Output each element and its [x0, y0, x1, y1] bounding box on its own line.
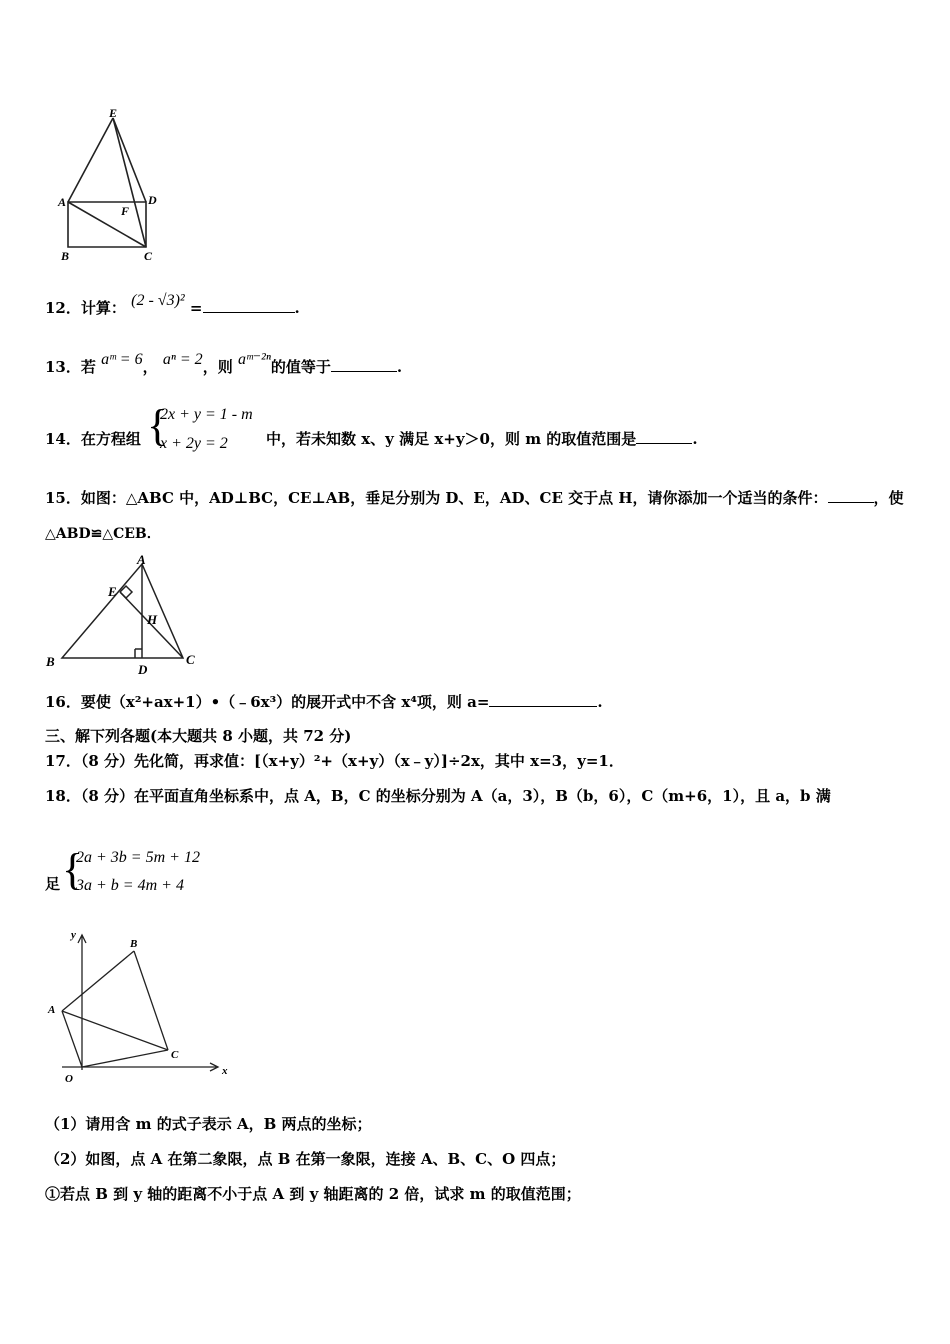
q18-equation-1: 2a + 3b = 5m + 12: [76, 849, 200, 866]
q13-expr-an: aⁿ = 2: [162, 351, 203, 368]
q15-line1-end: ，使: [873, 489, 904, 507]
q12-end: .: [294, 299, 300, 317]
label-F: F: [121, 204, 130, 218]
q13-prefix: 若: [80, 358, 96, 376]
question-14: [45, 429, 141, 449]
q13-number: 13．: [45, 358, 81, 376]
q17-number: 17．: [45, 752, 81, 770]
label-E2: E: [108, 584, 117, 599]
q14-equation-1: 2x + y = 1 - m: [160, 406, 253, 423]
q13-sep1: ，: [142, 358, 158, 376]
q16-answer-blank[interactable]: [489, 692, 597, 707]
q12-expression: (2 - √3)²: [131, 292, 185, 309]
question-18: [45, 786, 831, 806]
label-B3: B: [130, 938, 138, 950]
q12-answer-blank[interactable]: [203, 298, 295, 313]
question-15: [45, 488, 904, 508]
q14-answer-blank[interactable]: [636, 429, 692, 444]
q12-prefix: 计算：: [80, 299, 126, 317]
question-17: [45, 751, 624, 771]
q14-equation-2: x + 2y = 2: [160, 435, 228, 452]
q18-text: （8 分）在平面直角坐标系中，点 A，B，C 的坐标分别为 A（a，3），B（b，6），C（m+6，1），且 a，b 满: [80, 787, 831, 805]
q18-sub3: ①若点 B 到 y 轴的距离不小于点 A 到 y 轴距离的 2 倍，试求 m 的取值范围；: [45, 1185, 581, 1203]
label-y: y: [71, 929, 76, 941]
figure-rectangle-triangle: [50, 100, 170, 270]
label-A3: A: [48, 1004, 56, 1016]
q18-brace: {: [62, 845, 84, 894]
q14-end: .: [692, 430, 698, 448]
figure-triangle-altitudes: [40, 552, 210, 680]
q13-expr-am: aᵐ = 6: [101, 351, 143, 368]
q14-number: 14．: [45, 430, 81, 448]
q15-line1: 如图：△ABC 中，AD⊥BC，CE⊥AB，垂足分别为 D、E，AD、CE 交于点 H，请你添加一个适当的条件：: [80, 489, 828, 507]
label-B: B: [61, 249, 70, 263]
label-H2: H: [147, 612, 158, 627]
q13-answer-blank[interactable]: [331, 357, 397, 372]
label-A2: A: [137, 552, 146, 567]
q14-condition: [266, 429, 698, 449]
q14-prefix: 在方程组: [80, 430, 141, 448]
question-13: [45, 351, 403, 378]
question-12: [45, 292, 300, 319]
q14-suffix: 中，若未知数 x、y 满足 x+y＞0，则 m 的取值范围是: [266, 430, 637, 448]
q17-text: （8 分）先化简，再求值：[（x+y）²+（x+y）（x﹣y）]÷2x，其中 x=3，y=1．: [80, 752, 624, 770]
section-3-title: 三、解下列各题(本大题共 8 小题，共 72 分): [45, 727, 352, 745]
q14-brace: {: [147, 401, 169, 450]
label-B2: B: [46, 654, 55, 669]
label-C2: C: [186, 652, 195, 667]
q18-prefix2: 足: [45, 875, 61, 893]
label-D: D: [148, 193, 157, 207]
label-C: C: [144, 249, 153, 263]
q15-line2: △ABD≌△CEB．: [45, 526, 161, 542]
label-x: x: [222, 1065, 228, 1077]
question-16: [45, 692, 603, 712]
q12-number: 12．: [45, 299, 81, 317]
q15-number: 15．: [45, 489, 81, 507]
q18-sub2: （2）如图，点 A 在第二象限，点 B 在第一象限，连接 A、B、C、O 四点；: [45, 1150, 566, 1168]
label-E: E: [109, 106, 118, 120]
label-C3: C: [171, 1049, 179, 1061]
label-O3: O: [65, 1073, 73, 1085]
label-D2: D: [138, 662, 148, 677]
q18-equation-2: 3a + b = 4m + 4: [76, 877, 184, 894]
label-A: A: [58, 195, 67, 209]
q16-end: .: [597, 693, 603, 711]
q15-answer-blank[interactable]: [828, 488, 874, 503]
q16-number: 16．: [45, 693, 81, 711]
q13-suffix: 的值等于: [270, 358, 331, 376]
q13-end: .: [396, 358, 403, 376]
q18-number: 18．: [45, 787, 81, 805]
q13-expr-target: aᵐ⁻²ⁿ: [237, 351, 271, 368]
figure-coordinate-plane: [40, 925, 240, 1090]
q16-text: 要使（x²+ax+1）•（﹣6x³）的展开式中不含 x⁴项，则 a=: [80, 693, 490, 711]
q13-sep2: ，则: [202, 358, 233, 376]
q12-equals: =: [189, 299, 203, 317]
q18-sub1: （1）请用含 m 的式子表示 A，B 两点的坐标；: [45, 1115, 372, 1133]
